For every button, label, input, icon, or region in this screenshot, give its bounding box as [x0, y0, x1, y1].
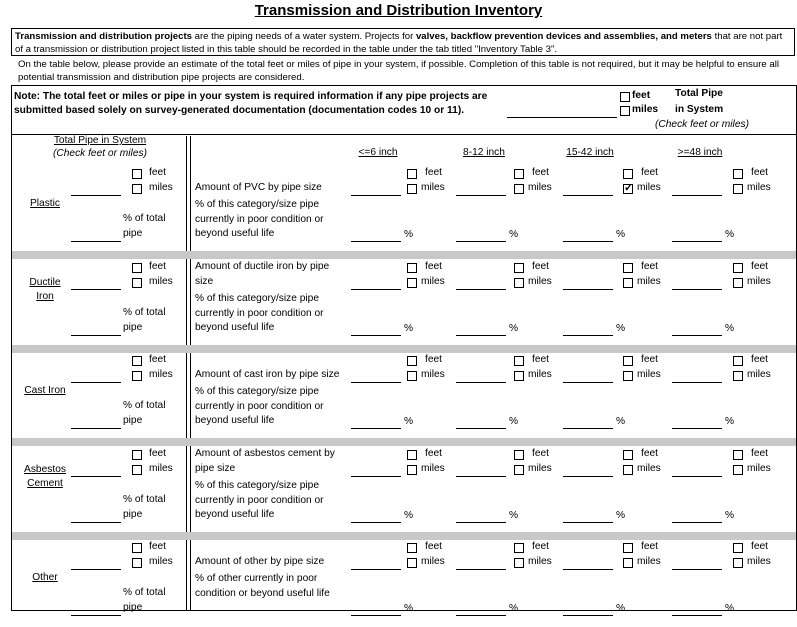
miles-label: miles: [528, 463, 552, 474]
amount-label: Amount of asbestos cement by: [195, 448, 335, 459]
amount-input[interactable]: [351, 569, 401, 570]
pct-total-input[interactable]: [71, 428, 121, 429]
feet-label: feet: [641, 167, 658, 178]
condition-label-2: currently in poor condition or: [195, 495, 324, 506]
miles-checkbox[interactable]: [407, 184, 417, 194]
feet-checkbox[interactable]: [733, 263, 743, 273]
condition-pct-input[interactable]: [563, 428, 613, 429]
feet-label: feet: [641, 261, 658, 272]
feet-label: feet: [641, 448, 658, 459]
condition-pct-input[interactable]: [456, 241, 506, 242]
feet-checkbox[interactable]: [514, 450, 524, 460]
pct-sign: %: [616, 323, 626, 334]
feet-checkbox[interactable]: [407, 543, 417, 553]
condition-pct-input[interactable]: [456, 615, 506, 616]
amount-input[interactable]: [563, 195, 613, 196]
row-separator: [12, 251, 796, 259]
size-header-3: >=48 inch: [677, 147, 723, 158]
condition-pct-input[interactable]: [456, 335, 506, 336]
miles-label: miles: [637, 182, 661, 193]
note-check-hint: (Check feet or miles): [655, 119, 749, 130]
feet-checkbox[interactable]: [733, 543, 743, 553]
miles-label: miles: [149, 182, 173, 193]
note-total-line2: in System: [675, 104, 724, 115]
row-separator: [12, 345, 796, 353]
total-pipe-input[interactable]: [71, 569, 121, 570]
material-name: Plastic: [29, 198, 60, 209]
condition-label-1: % of other currently in poor: [195, 573, 318, 584]
miles-checkbox[interactable]: [514, 278, 524, 288]
miles-label: miles: [637, 556, 661, 567]
amount-label: Amount of PVC by pipe size: [195, 182, 322, 193]
feet-checkbox[interactable]: [623, 263, 633, 273]
pct-total-pipe: pipe: [123, 415, 143, 426]
condition-pct-input[interactable]: [563, 615, 613, 616]
material-name: Cast Iron: [24, 385, 66, 396]
pct-total-label: % of total: [123, 587, 166, 598]
page-title: Transmission and Distribution Inventory: [254, 2, 543, 19]
feet-checkbox[interactable]: [514, 263, 524, 273]
miles-label: miles: [149, 463, 173, 474]
intro-box: [11, 28, 795, 56]
miles-label: miles: [421, 182, 445, 193]
amount-input[interactable]: [456, 382, 506, 383]
row-separator: [12, 532, 796, 540]
condition-label-2: condition or beyond useful life: [195, 588, 330, 599]
miles-label: miles: [747, 463, 771, 474]
miles-checkbox[interactable]: [132, 465, 142, 475]
miles-label: miles: [421, 556, 445, 567]
feet-label: feet: [532, 354, 549, 365]
amount-input[interactable]: [672, 569, 722, 570]
condition-pct-input[interactable]: [563, 335, 613, 336]
condition-label-2: currently in poor condition or: [195, 214, 324, 225]
feet-label: feet: [751, 261, 768, 272]
feet-checkbox[interactable]: [132, 450, 142, 460]
intro-paragraph-2: On the table below, please provide an estimate of the total feet or miles of pipe in your system, if possible. Completion of this table is not required, but it may be helpful to ensure all potential transmission and distribution pipe projects are considered.: [18, 59, 779, 83]
pct-sign: %: [509, 603, 519, 614]
feet-label: feet: [532, 541, 549, 552]
condition-pct-input[interactable]: [672, 522, 722, 523]
pct-sign: %: [616, 510, 626, 521]
miles-checkbox[interactable]: [514, 558, 524, 568]
total-pipe-input[interactable]: [71, 289, 121, 290]
miles-checkbox[interactable]: [733, 371, 743, 381]
pct-sign: %: [725, 229, 735, 240]
pct-sign: %: [725, 323, 735, 334]
miles-checkbox[interactable]: [514, 371, 524, 381]
feet-checkbox[interactable]: [132, 543, 142, 553]
condition-pct-input[interactable]: [672, 428, 722, 429]
miles-label: miles: [528, 276, 552, 287]
material-name-2: Cement: [27, 478, 63, 489]
pct-sign: %: [509, 229, 519, 240]
pct-total-input[interactable]: [71, 241, 121, 242]
miles-checkbox[interactable]: [733, 558, 743, 568]
pct-total-input[interactable]: [71, 615, 121, 616]
condition-label-2: currently in poor condition or: [195, 308, 324, 319]
miles-checkbox[interactable]: [514, 184, 524, 194]
feet-checkbox[interactable]: [407, 263, 417, 273]
miles-label: miles: [421, 369, 445, 380]
feet-checkbox[interactable]: [623, 543, 633, 553]
left-header-sub: (Check feet or miles): [53, 148, 147, 159]
amount-label: Amount of ductile iron by pipe: [195, 261, 330, 272]
feet-checkbox[interactable]: [623, 169, 633, 179]
feet-label: feet: [532, 448, 549, 459]
feet-checkbox[interactable]: [514, 543, 524, 553]
pct-sign: %: [616, 603, 626, 614]
feet-checkbox[interactable]: [623, 450, 633, 460]
note-miles-checkbox[interactable]: [620, 106, 630, 116]
pct-total-label: % of total: [123, 494, 166, 505]
miles-checkbox[interactable]: [623, 184, 633, 194]
miles-checkbox[interactable]: [514, 465, 524, 475]
miles-checkbox[interactable]: [733, 184, 743, 194]
miles-label: miles: [747, 369, 771, 380]
amount-input[interactable]: [672, 382, 722, 383]
amount-input[interactable]: [456, 476, 506, 477]
amount-input[interactable]: [456, 195, 506, 196]
condition-pct-input[interactable]: [351, 241, 401, 242]
feet-label: feet: [641, 354, 658, 365]
miles-checkbox[interactable]: [132, 184, 142, 194]
amount-input[interactable]: [351, 382, 401, 383]
miles-checkbox[interactable]: [407, 465, 417, 475]
condition-pct-input[interactable]: [672, 615, 722, 616]
condition-label-3: beyond useful life: [195, 228, 275, 239]
material-name: Ductile: [29, 277, 61, 288]
condition-label-3: beyond useful life: [195, 415, 275, 426]
miles-label: miles: [421, 463, 445, 474]
pct-sign: %: [404, 229, 414, 240]
condition-label-1: % of this category/size pipe: [195, 386, 320, 397]
condition-pct-input[interactable]: [351, 615, 401, 616]
miles-checkbox[interactable]: [132, 558, 142, 568]
amount-input[interactable]: [351, 476, 401, 477]
miles-label: miles: [637, 463, 661, 474]
feet-label: feet: [149, 167, 166, 178]
miles-checkbox[interactable]: [623, 558, 633, 568]
size-header-0: <=6 inch: [358, 147, 398, 158]
note-total-line1: Total Pipe: [675, 88, 723, 99]
miles-label: miles: [637, 276, 661, 287]
feet-checkbox[interactable]: [514, 169, 524, 179]
pct-total-input[interactable]: [71, 335, 121, 336]
pct-sign: %: [404, 603, 414, 614]
material-name: Other: [32, 572, 58, 583]
amount-input[interactable]: [563, 476, 613, 477]
pct-sign: %: [725, 416, 735, 427]
amount-input[interactable]: [456, 289, 506, 290]
note-text: Note: The total feet or miles or pipe in your system is required information if any pipe projects are submitted based solely on survey-generated documentation (documentation codes 10 or 11).: [14, 91, 488, 116]
feet-label: feet: [425, 167, 442, 178]
pct-sign: %: [616, 416, 626, 427]
pct-sign: %: [725, 603, 735, 614]
miles-checkbox[interactable]: [733, 465, 743, 475]
amount-label: Amount of other by pipe size: [195, 556, 325, 567]
amount-input[interactable]: [672, 289, 722, 290]
miles-checkbox[interactable]: [623, 278, 633, 288]
feet-checkbox[interactable]: [132, 263, 142, 273]
condition-label-1: % of this category/size pipe: [195, 199, 320, 210]
condition-pct-input[interactable]: [351, 522, 401, 523]
pct-sign: %: [509, 510, 519, 521]
miles-label: miles: [528, 556, 552, 567]
feet-checkbox[interactable]: [407, 450, 417, 460]
feet-checkbox[interactable]: [514, 356, 524, 366]
condition-pct-input[interactable]: [672, 241, 722, 242]
feet-checkbox[interactable]: [407, 356, 417, 366]
condition-label-1: % of this category/size pipe: [195, 480, 320, 491]
amount-input[interactable]: [563, 289, 613, 290]
condition-pct-input[interactable]: [563, 241, 613, 242]
miles-checkbox[interactable]: [132, 278, 142, 288]
intro-tail: that are not part of a transmission or distribution project listed in this table should be recorded in the table under the tab titled "Inventory Table 3".: [15, 31, 783, 55]
pct-sign: %: [509, 323, 519, 334]
miles-label: miles: [421, 276, 445, 287]
feet-label: feet: [641, 541, 658, 552]
amount-label-2: pipe size: [195, 463, 236, 474]
left-header-title: Total Pipe in System: [53, 135, 147, 146]
amount-input[interactable]: [351, 195, 401, 196]
feet-label: feet: [751, 541, 768, 552]
pct-sign: %: [616, 229, 626, 240]
note-feet-label: feet: [632, 90, 651, 101]
pct-sign: %: [404, 416, 414, 427]
feet-checkbox[interactable]: [623, 356, 633, 366]
total-pipe-input[interactable]: [71, 476, 121, 477]
condition-pct-input[interactable]: [456, 522, 506, 523]
miles-checkbox[interactable]: [407, 278, 417, 288]
pct-total-label: % of total: [123, 400, 166, 411]
miles-label: miles: [149, 276, 173, 287]
intro-text: are the piping needs of a water system. Projects for: [191, 31, 416, 42]
pct-total-pipe: pipe: [123, 602, 143, 613]
condition-pct-input[interactable]: [351, 428, 401, 429]
amount-input[interactable]: [351, 289, 401, 290]
note-miles-label: miles: [632, 104, 659, 115]
feet-label: feet: [425, 448, 442, 459]
feet-checkbox[interactable]: [132, 169, 142, 179]
miles-label: miles: [528, 369, 552, 380]
feet-checkbox[interactable]: [733, 450, 743, 460]
condition-label-3: beyond useful life: [195, 322, 275, 333]
total-pipe-input[interactable]: [71, 382, 121, 383]
miles-checkbox[interactable]: [407, 371, 417, 381]
miles-label: miles: [528, 182, 552, 193]
pct-sign: %: [404, 323, 414, 334]
pct-total-pipe: pipe: [123, 228, 143, 239]
amount-input[interactable]: [563, 569, 613, 570]
miles-label: miles: [747, 182, 771, 193]
intro-bold: valves, backflow prevention devices and assemblies, and meters: [415, 31, 712, 42]
pct-total-input[interactable]: [71, 522, 121, 523]
feet-label: feet: [751, 167, 768, 178]
feet-label: feet: [751, 448, 768, 459]
amount-label: Amount of cast iron by pipe size: [195, 369, 340, 380]
feet-label: feet: [149, 448, 166, 459]
material-name: Asbestos: [24, 464, 66, 475]
feet-checkbox[interactable]: [132, 356, 142, 366]
amount-input[interactable]: [672, 476, 722, 477]
pct-sign: %: [725, 510, 735, 521]
feet-checkbox[interactable]: [733, 169, 743, 179]
condition-pct-input[interactable]: [563, 522, 613, 523]
total-pipe-input[interactable]: [71, 195, 121, 196]
feet-label: feet: [425, 261, 442, 272]
amount-label-2: size: [195, 276, 214, 287]
miles-label: miles: [637, 369, 661, 380]
feet-label: feet: [149, 354, 166, 365]
row-separator: [12, 438, 796, 446]
note-feet-checkbox[interactable]: [620, 92, 630, 102]
size-header-1: 8-12 inch: [463, 147, 505, 158]
total-pipe-input[interactable]: [507, 117, 617, 118]
miles-label: miles: [747, 276, 771, 287]
pct-total-label: % of total: [123, 213, 166, 224]
feet-checkbox[interactable]: [733, 356, 743, 366]
miles-label: miles: [747, 556, 771, 567]
condition-label-2: currently in poor condition or: [195, 401, 324, 412]
amount-input[interactable]: [563, 382, 613, 383]
feet-label: feet: [149, 541, 166, 552]
miles-checkbox[interactable]: [132, 371, 142, 381]
pct-total-pipe: pipe: [123, 509, 143, 520]
amount-input[interactable]: [456, 569, 506, 570]
size-header-2: 15-42 inch: [566, 147, 614, 158]
amount-input[interactable]: [672, 195, 722, 196]
miles-checkbox[interactable]: [407, 558, 417, 568]
miles-label: miles: [149, 556, 173, 567]
miles-checkbox[interactable]: [623, 465, 633, 475]
feet-label: feet: [425, 354, 442, 365]
pct-sign: %: [509, 416, 519, 427]
pct-total-label: % of total: [123, 307, 166, 318]
feet-label: feet: [149, 261, 166, 272]
miles-label: miles: [149, 369, 173, 380]
feet-label: feet: [425, 541, 442, 552]
condition-label-1: % of this category/size pipe: [195, 293, 320, 304]
material-name-2: Iron: [36, 291, 54, 302]
condition-label-3: beyond useful life: [195, 509, 275, 520]
intro-lead: Transmission and distribution projects: [15, 31, 192, 42]
miles-checkbox[interactable]: [733, 278, 743, 288]
feet-label: feet: [751, 354, 768, 365]
feet-label: feet: [532, 167, 549, 178]
miles-checkbox[interactable]: [623, 371, 633, 381]
condition-pct-input[interactable]: [456, 428, 506, 429]
condition-pct-input[interactable]: [672, 335, 722, 336]
feet-checkbox[interactable]: [407, 169, 417, 179]
feet-label: feet: [532, 261, 549, 272]
pct-total-pipe: pipe: [123, 322, 143, 333]
pct-sign: %: [404, 510, 414, 521]
condition-pct-input[interactable]: [351, 335, 401, 336]
